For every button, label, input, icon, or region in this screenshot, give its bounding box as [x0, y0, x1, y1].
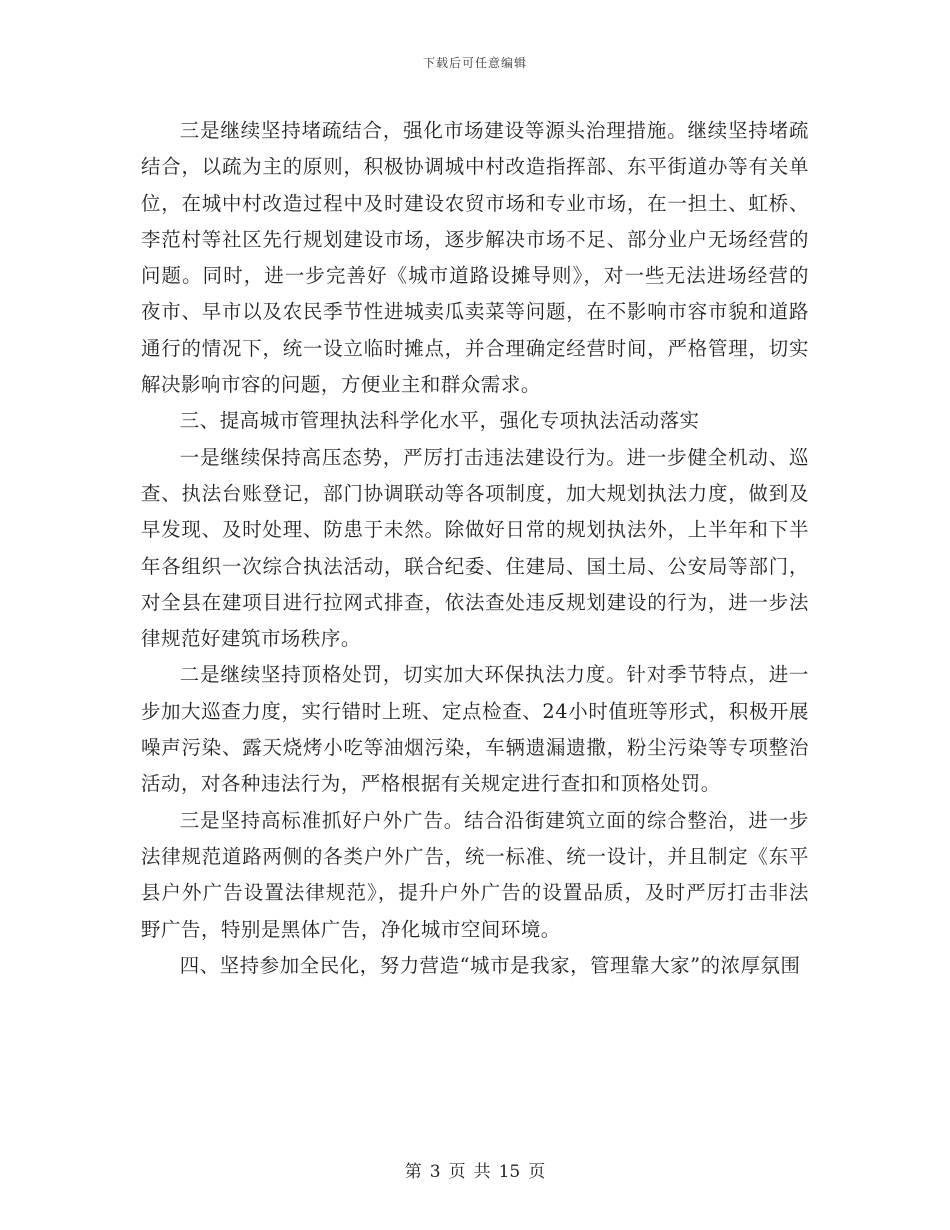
document-body [141, 113, 809, 984]
paragraph-outdoor-advertising: 三是坚持高标准抓好户外广告。结合沿街建筑立面的综合整治，进一步法律规范道路两侧的各类户外广告，统一标准、统一设计，并且制定《东平县户外广告设置法律规范》，提升户外广告的设置品质，及时严厉打击非法野广告，特别是黑体广告，净化城市空间环境。 [141, 808, 809, 941]
page-header-note: 下载后可任意编辑 [422, 56, 527, 70]
paragraph-illegal-construction: 一是继续保持高压态势，严厉打击违法建设行为。进一步健全机动、巡查、执法台账登记，部门协调联动等各项制度，加大规划执法力度，做到及早发现、及时处理、防患于未然。除做好日常的规划执法外，上半年和下半年各组织一次综合执法活动，联合纪委、住建局、国土局、公安局等部门，对全县在建项目进行拉网式排查，依法查处违反规划建设的行为，进一步法律规范好建筑市场秩序。 [141, 445, 809, 651]
footer-page-label: 页 [448, 1162, 466, 1182]
current-page-number: 3 [429, 1162, 441, 1182]
footer-prefix: 第 [404, 1162, 422, 1182]
total-pages-number: 15 [498, 1162, 521, 1182]
paragraph-market-construction: 三是继续坚持堵疏结合，强化市场建设等源头治理措施。继续坚持堵疏结合，以疏为主的原则，积极协调城中村改造指挥部、东平街道办等有关单位，在城中村改造过程中及时建设农贸市场和专业市场，在一担土、虹桥、李范村等社区先行规划建设市场，逐步解决市场不足、部分业户无场经营的问题。同时，进一步完善好《城市道路设摊导则》，对一些无法进场经营的夜市、早市以及农民季节性进城卖瓜卖菜等问题，在不影响市容市貌和道路通行的情况下，统一设立临时摊点，并合理确定经营时间，严格管理，切实解决影响市容的问题，方便业主和群众需求。 [141, 119, 809, 397]
page-footer [0, 1157, 950, 1182]
footer-total-label: 共 [473, 1162, 491, 1182]
footer-suffix: 页 [528, 1162, 546, 1182]
section-heading-law-enforcement: 三、提高城市管理执法科学化水平，强化专项执法活动落实 [179, 409, 700, 433]
section-heading-public-participation: 四、坚持参加全民化，努力营造“城市是我家，管理靠大家”的浓厚氛围 [179, 953, 801, 977]
paragraph-environmental-enforcement: 二是继续坚持顶格处罚，切实加大环保执法力度。针对季节特点，进一步加大巡查力度，实行错时上班、定点检查、24小时值班等形式，积极开展噪声污染、露天烧烤小吃等油烟污染，车辆遗漏遗撒，粉尘污染等专项整治活动，对各种违法行为，严格根据有关规定进行查扣和顶格处罚。 [141, 663, 809, 796]
